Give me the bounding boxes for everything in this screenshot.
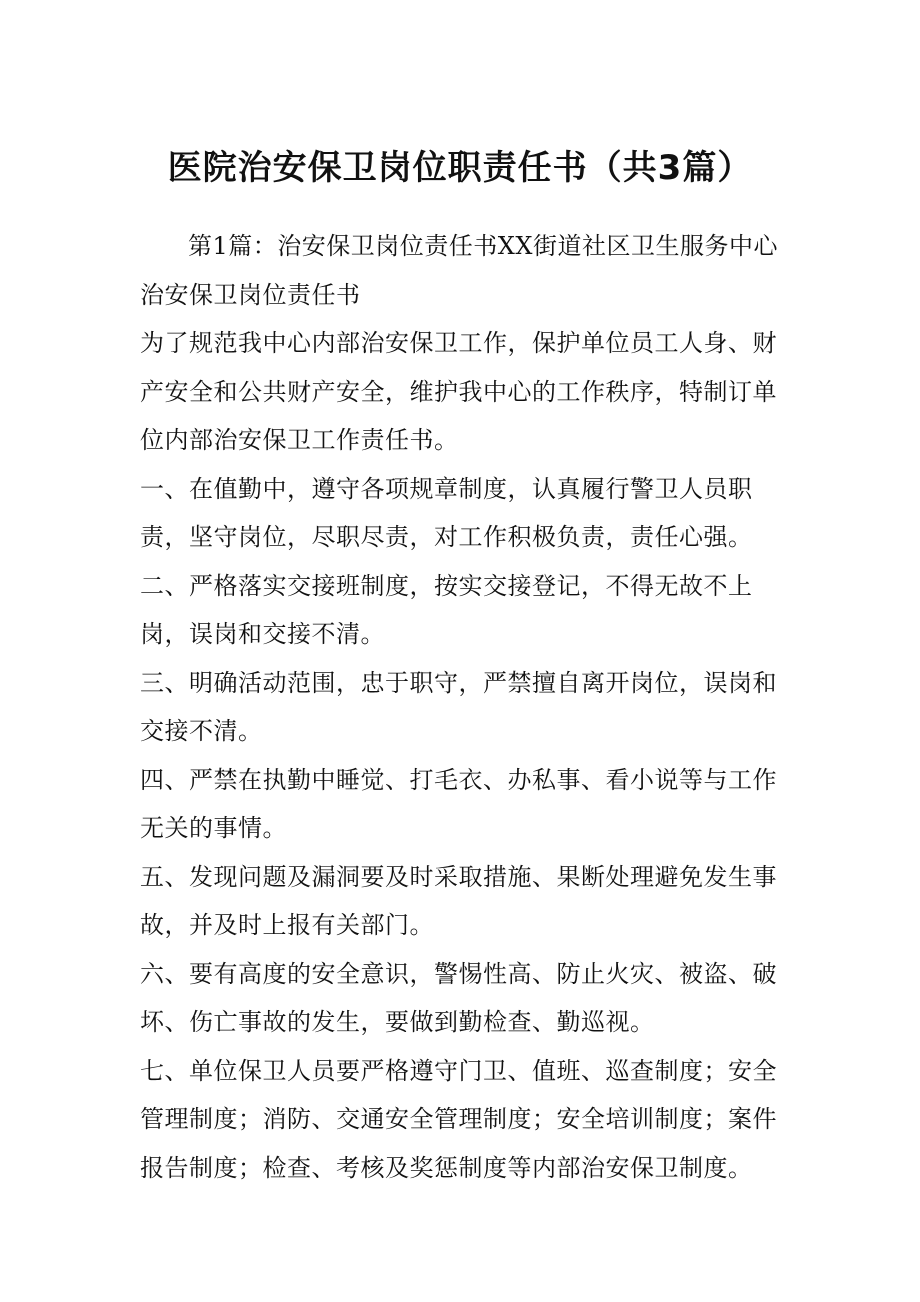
clause-2: 二、严格落实交接班制度，按实交接登记，不得无故不上岗，误岗和交接不清。 [140, 571, 753, 648]
intro-paragraph: 为了规范我中心内部治安保卫工作，保护单位员工人身、财产安全和公共财产安全，维护我中心的工作秩序，特制订单位内部治安保卫工作责任书。 [140, 329, 777, 454]
clause-4: 四、严禁在执勤中睡觉、打毛衣、办私事、看小说等与工作无关的事情。 [140, 765, 777, 842]
clause-5: 五、发现问题及漏洞要及时采取措施、果断处理避免发生事故，并及时上报有关部门。 [140, 862, 777, 939]
clause-1: 一、在值勤中，遵守各项规章制度，认真履行警卫人员职责，坚守岗位，尽职尽责，对工作积极负责，责任心强。 [140, 474, 753, 551]
section-heading: 第1篇：治安保卫岗位责任书XX街道社区卫生服务中心 治安保卫岗位责任书 [140, 232, 778, 309]
document-body [140, 222, 780, 1192]
clause-6: 六、要有高度的安全意识，警惕性高、防止火灾、被盗、破坏、伤亡事故的发生，要做到勤检查、勤巡视。 [140, 959, 777, 1036]
document-title: 医院治安保卫岗位职责任书（共3篇） [167, 148, 753, 188]
clause-3: 三、明确活动范围，忠于职守，严禁擅自离开岗位，误岗和交接不清。 [140, 668, 777, 745]
clause-7: 七、单位保卫人员要严格遵守门卫、值班、巡查制度；安全管理制度；消防、交通安全管理制度；安全培训制度；案件报告制度；检查、考核及奖惩制度等内部治安保卫制度。 [140, 1056, 777, 1182]
